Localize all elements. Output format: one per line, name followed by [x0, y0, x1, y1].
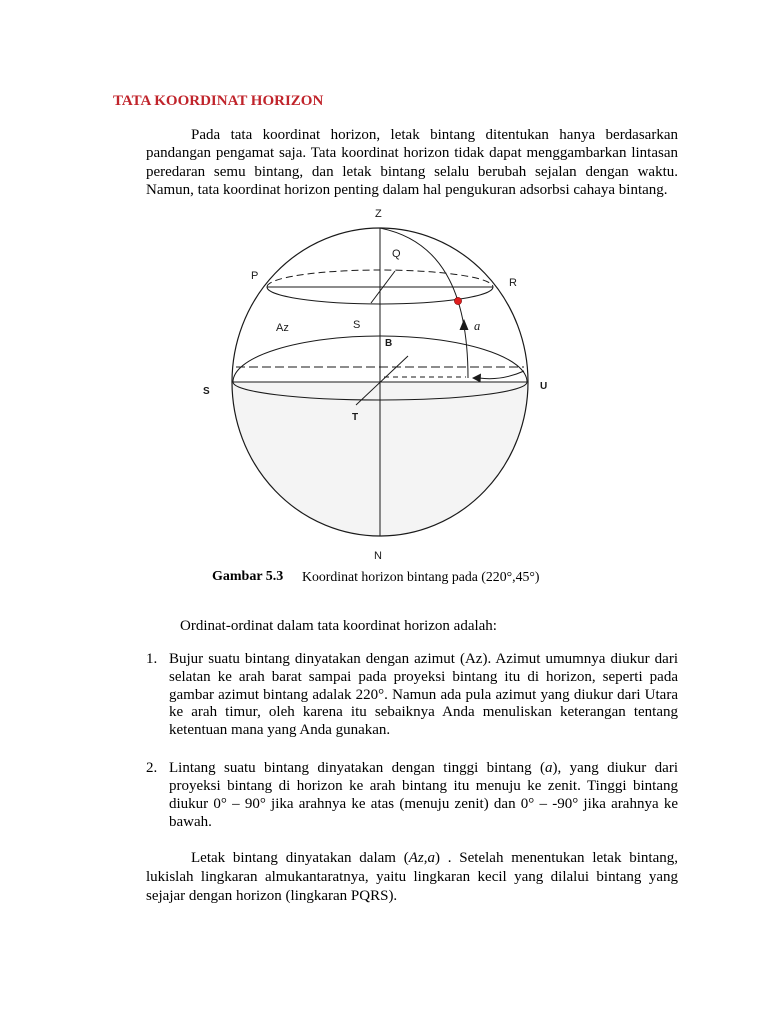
list-item: [146, 759, 678, 831]
text-segment: . Setelah menentukan letak bintang,: [447, 850, 678, 866]
circle-q-label: Q: [392, 248, 401, 260]
list-item: [146, 651, 678, 740]
math-paren: ): [434, 850, 440, 866]
list-item-line: ke arah timur, oleh karena itu sebaiknya Anda menuliskan keterangan tentang: [169, 704, 678, 721]
altitude-symbol: a: [427, 850, 435, 866]
azimuth-arc: [479, 371, 524, 379]
azimuth-symbol: Az: [408, 850, 424, 866]
intro-line: Namun, tata koordinat horizon penting dalam hal pengukuran adsorbsi cahaya bintang.: [146, 182, 668, 199]
figure-caption-number: Gambar 5.3: [212, 569, 284, 584]
azimuth-arrowhead: [472, 374, 481, 383]
list-lead-sentence: Ordinat-ordinat dalam tata koordinat horizon adalah:: [180, 618, 497, 634]
intro-paragraph: [146, 126, 678, 199]
circle-p-label: P: [251, 270, 259, 282]
star-marker: [454, 297, 461, 304]
list-item-line: proyeksi bintang di horizon ke arah bintang itu menuju ke zenit. Tinggi bintang: [169, 778, 678, 794]
intro-line: Pada tata koordinat horizon, letak bintang ditentukan hanya berdasarkan: [191, 127, 678, 143]
text-segment: Lintang suatu bintang dinyatakan dengan tinggi bintang (: [169, 760, 545, 776]
list-item-line: selatan ke arah barat sampai pada proyeksi bintang itu di horizon, seperti pada: [169, 668, 678, 685]
circle-r-label: R: [509, 277, 517, 289]
list-item-line: ketentuan mana yang Anda gunakan.: [169, 722, 391, 738]
zenith-label: Z: [375, 208, 382, 220]
math-comma: ,: [423, 850, 428, 866]
list-item-line: gambar azimut bintang adalak 220°. Namun ada pula azimut yang diukur dari Utara: [169, 686, 678, 703]
altitude-label: a: [474, 319, 481, 333]
intro-line: peredaran semu bintang, dan letak bintang selalu berubah sejalan dengan waktu.: [146, 163, 678, 180]
list-item-line: bawah.: [169, 814, 212, 830]
closing-paragraph: [146, 849, 678, 906]
closing-line: [146, 849, 678, 868]
intro-line: pandangan pengamat saja. Tata koordinat horizon tidak dapat menggambarkan lintasan: [146, 145, 678, 162]
coordinate-expression: [404, 850, 440, 866]
list-item-body: [169, 651, 678, 740]
circle-s-label: S: [353, 319, 361, 331]
south-label: S: [203, 386, 210, 397]
list-item-number: 2.: [146, 760, 158, 776]
text-segment: Letak bintang dinyatakan dalam: [191, 850, 396, 866]
list-item-line: diukur 0° – 90° jika arahnya ke atas (menuju zenit) dan 0° – -90° jika arahnya ke: [169, 796, 678, 812]
west-label: B: [385, 338, 393, 349]
closing-line: sejajar dengan horizon (lingkaran PQRS).: [146, 888, 398, 904]
closing-line: lukislah lingkaran almukantaratnya, yaitu lingkaran kecil yang dilalui bintang yang: [146, 869, 678, 885]
list-item-line: [169, 759, 678, 777]
list-item-body: [169, 759, 678, 831]
azimuth-label: Az: [276, 322, 289, 334]
nadir-label: N: [374, 550, 382, 562]
celestial-sphere-diagram: [190, 200, 570, 568]
page-title: TATA KOORDINAT HORIZON: [113, 93, 324, 109]
math-paren: (: [403, 850, 409, 866]
list-item-line: Bujur suatu bintang dinyatakan dengan azimut (Az). Azimut umumnya diukur dari: [169, 651, 678, 667]
list-item-number: 1.: [146, 651, 158, 667]
figure-caption-text: Koordinat horizon bintang pada (220°,45°): [302, 569, 540, 584]
altitude-arrowhead: [460, 319, 469, 330]
north-label: U: [540, 381, 548, 392]
altitude-symbol: a: [545, 760, 553, 776]
text-segment: ), yang diukur dari: [552, 760, 678, 776]
east-label: T: [352, 412, 359, 423]
